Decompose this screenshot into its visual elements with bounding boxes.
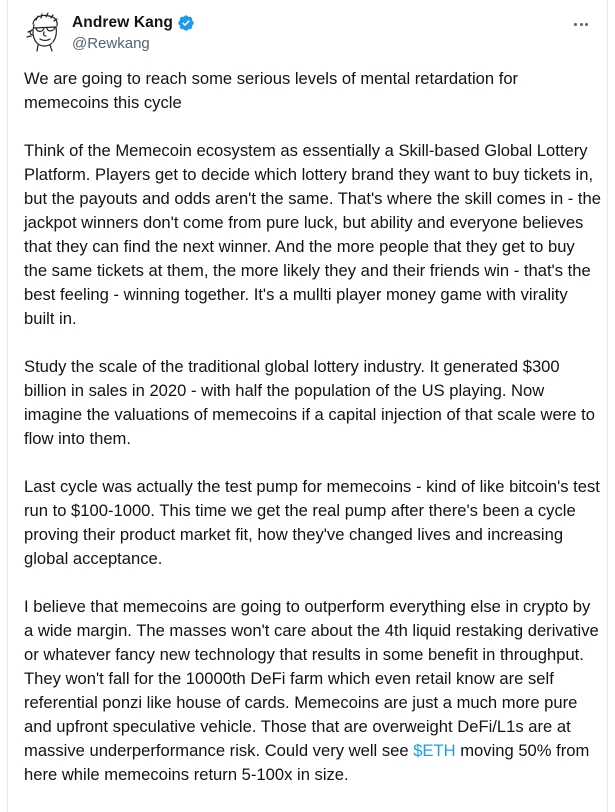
- display-name-row: [72, 12, 195, 34]
- author-names: [72, 12, 195, 52]
- tweet-text: [24, 67, 602, 787]
- more-dots-icon[interactable]: [570, 14, 592, 34]
- tweet-paragraph: [24, 595, 602, 787]
- verified-badge-icon: [177, 14, 195, 32]
- tweet-paragraph: Last cycle was actually the test pump for memecoins - kind of like bitcoin's test run to $100-1000. This time we get the real pump after there's been a cycle proving their product market fit, how they've changed lives and increasing global acceptance.: [24, 477, 600, 568]
- cashtag-link[interactable]: $ETH: [413, 741, 456, 760]
- tweet-paragraph: We are going to reach some serious levels of mental retardation for memecoins this cycle: [24, 69, 519, 112]
- tweet-header: [22, 10, 600, 58]
- tweet-paragraph: Study the scale of the traditional global lottery industry. It generated $300 billion in sales in 2020 - with half the population of the US playing. Now imagine the valuations of memecoins if a capital injection of that scale were to flow into them.: [24, 357, 595, 448]
- display-name[interactable]: Andrew Kang: [72, 14, 173, 31]
- dot: [580, 23, 583, 26]
- dot: [574, 23, 577, 26]
- paragraph-text: I believe that memecoins are going to outperform everything else in crypto by a wide margin. The masses won't care about the 4th liquid restaking derivative or whatever fancy new technology that results in some benefit in throughput. They won't fall for the 10000th DeFi farm which even retail know are self referential ponzi like house of cards. Memecoins are just a much more pure and upfront speculative vehicle. Those that are overweight DeFi/L1s are at massive underperformance risk. Could very well see: [24, 597, 599, 760]
- avatar[interactable]: [22, 10, 66, 54]
- tweet-paragraph: Think of the Memecoin ecosystem as essentially a Skill-based Global Lottery Platform. Players get to decide which lottery brand they want to buy tickets in, but the payouts and odds aren't the same. That's where the skill comes in - the jackpot winners don't come from pure luck, but ability and everyone believes that they can find the next winner. And the more people that they get to buy the same tickets at them, the more likely they and their friends win - that's the best feeling - winning together. It's a mullti player money game with virality built in.: [24, 141, 601, 328]
- paragraph-text: moving 50% from here while memecoins return 5-100x in size.: [24, 741, 590, 784]
- sketched-face-avatar-icon: [22, 10, 66, 54]
- handle[interactable]: @Rewkang: [72, 35, 150, 52]
- dot: [585, 23, 588, 26]
